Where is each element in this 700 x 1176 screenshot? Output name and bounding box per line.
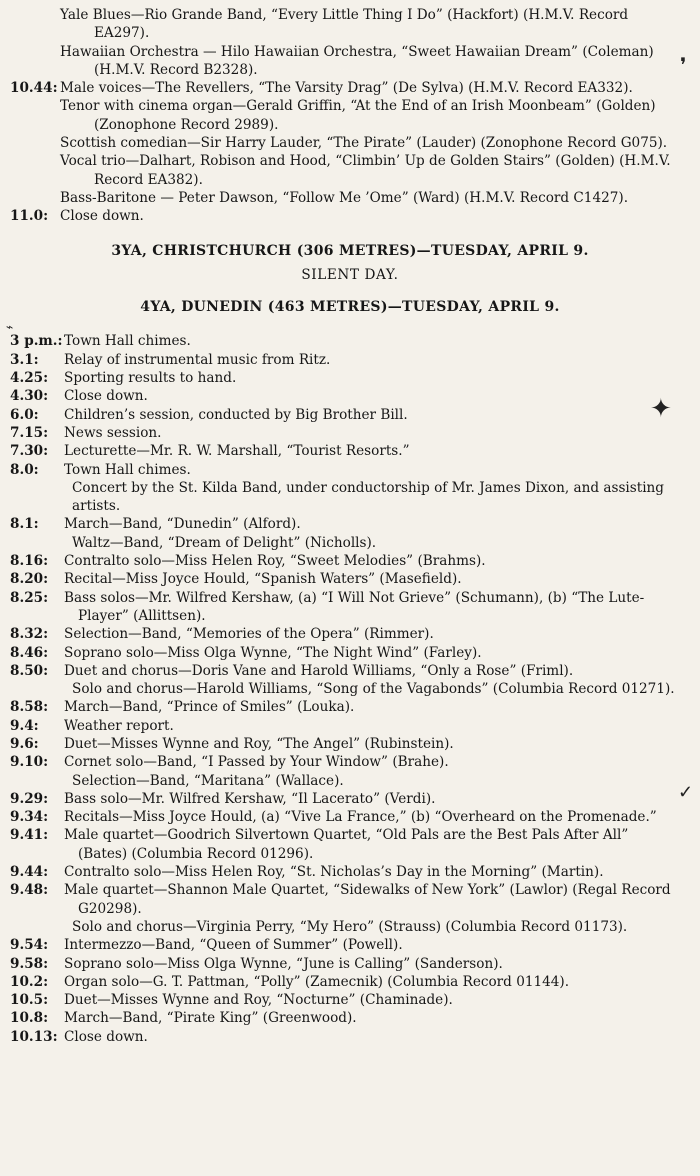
entry-text: Contralto solo—Miss Helen Roy, “St. Nicholas’s Day in the Morning” (Martin).: [64, 864, 604, 881]
entry-text: Intermezzo—Band, “Queen of Summer” (Powell).: [64, 937, 403, 954]
programme-entry: [0, 735, 700, 753]
entry-text: Male voices—The Revellers, “The Varsity Drag” (De Sylva) (H.M.V. Record EA332).: [60, 80, 633, 97]
section-4ya-programme: [0, 332, 700, 1046]
entry-time: 10.2:: [10, 973, 49, 990]
programme-entry: [0, 189, 700, 207]
entry-text: Weather report.: [64, 717, 174, 734]
entry-time: 7.30:: [10, 443, 49, 460]
programme-entry: [0, 570, 700, 588]
entry-text: March—Band, “Pirate King” (Greenwood).: [64, 1010, 357, 1027]
programme-entry: [0, 589, 700, 626]
entry-text: Selection—Band, “Maritana” (Wallace).: [72, 772, 344, 789]
entry-time: 9.41:: [10, 827, 49, 844]
ink-blot: ✦: [650, 394, 672, 424]
entry-text: Male quartet—Goodrich Silvertown Quartet, “Old Pals are the Best Pals After All” (Bates) (Columbia Record 01296).: [64, 827, 629, 862]
programme-entry: [0, 717, 700, 735]
entry-text: Relay of instrumental music from Ritz.: [64, 351, 331, 368]
programme-entry: [0, 918, 700, 936]
ink-smudge-mark: ⌁: [6, 320, 14, 334]
entry-time: 6.0:: [10, 406, 39, 423]
entry-time: 10.44:: [10, 80, 58, 97]
entry-text: Soprano solo—Miss Olga Wynne, “June is Calling” (Sanderson).: [64, 955, 503, 972]
entry-text: Bass-Baritone — Peter Dawson, “Follow Me ’Ome” (Ward) (H.M.V. Record C1427).: [60, 189, 629, 206]
programme-entry: [0, 369, 700, 387]
programme-entry: [0, 79, 700, 97]
entry-text: Close down.: [64, 1028, 148, 1045]
programme-entry: [0, 387, 700, 405]
entry-time: 8.46:: [10, 644, 49, 661]
entry-time: 10.5:: [10, 992, 49, 1009]
programme-entry: [0, 863, 700, 881]
programme-entry: [0, 97, 700, 134]
programme-entry: [0, 955, 700, 973]
entry-text: Waltz—Band, “Dream of Delight” (Nicholls).: [72, 534, 377, 551]
entry-text: March—Band, “Dunedin” (Alford).: [64, 516, 301, 533]
programme-entry: [0, 461, 700, 479]
entry-time: 9.58:: [10, 955, 49, 972]
programme-entry: [0, 406, 700, 424]
entry-time: 8.16:: [10, 553, 49, 570]
entry-text: Organ solo—G. T. Pattman, “Polly” (Zamecnik) (Columbia Record 01144).: [64, 973, 570, 990]
entry-text: Hawaiian Orchestra — Hilo Hawaiian Orchestra, “Sweet Hawaiian Dream” (Coleman) (H.M.V. Record B2328).: [60, 43, 654, 78]
entry-text: Duet—Misses Wynne and Roy, “Nocturne” (Chaminade).: [64, 992, 453, 1009]
entry-time: 9.54:: [10, 937, 49, 954]
programme-entry: [0, 680, 700, 698]
programme-entry: [0, 6, 700, 43]
programme-entry: [0, 207, 700, 225]
entry-text: Children’s session, conducted by Big Brother Bill.: [64, 406, 408, 423]
programme-entry: [0, 936, 700, 954]
programme-entry: [0, 442, 700, 460]
entry-time: 9.29:: [10, 790, 49, 807]
programme-entry: [0, 881, 700, 918]
entry-text: Yale Blues—Rio Grande Band, “Every Little Thing I Do” (Hackfort) (H.M.V. Record EA297).: [60, 7, 629, 42]
programme-entry: [0, 424, 700, 442]
entry-text: Scottish comedian—Sir Harry Lauder, “The Pirate” (Lauder) (Zonophone Record G075).: [60, 135, 668, 152]
entry-text: Bass solo—Mr. Wilfred Kershaw, “Il Lacerato” (Verdi).: [64, 790, 436, 807]
programme-entry: [0, 515, 700, 533]
programme-entry: [0, 351, 700, 369]
entry-text: Sporting results to hand.: [64, 370, 237, 387]
programme-entry: [0, 753, 700, 771]
entry-text: March—Band, “Prince of Smiles” (Louka).: [64, 699, 355, 716]
programme-entry: [0, 826, 700, 863]
entry-time: 10.8:: [10, 1010, 49, 1027]
entry-text: Town Hall chimes.: [64, 333, 191, 350]
entry-text: Solo and chorus—Harold Williams, “Song of the Vagabonds” (Columbia Record 01271).: [72, 681, 675, 698]
entry-time: 8.0:: [10, 461, 39, 478]
programme-entry: [0, 479, 700, 516]
programme-entry: [0, 152, 700, 189]
entry-text: Male quartet—Shannon Male Quartet, “Sidewalks of New York” (Lawlor) (Regal Record G20298).: [64, 882, 671, 917]
newspaper-page: [0, 6, 700, 1046]
entry-text: Duet—Misses Wynne and Roy, “The Angel” (Rubinstein).: [64, 735, 454, 752]
entry-text: Lecturette—Mr. R. W. Marshall, “Tourist Resorts.”: [64, 443, 410, 460]
entry-text: Town Hall chimes.: [64, 461, 191, 478]
programme-entry: [0, 625, 700, 643]
programme-entry: [0, 644, 700, 662]
programme-entry: [0, 790, 700, 808]
programme-entry: [0, 134, 700, 152]
entry-time: 9.44:: [10, 864, 49, 881]
programme-entry: [0, 1028, 700, 1046]
entry-time: 9.10:: [10, 754, 49, 771]
entry-text: Recitals—Miss Joyce Hould, (a) “Vive La France,” (b) “Overheard on the Promenade.”: [64, 809, 657, 826]
entry-time: 10.13:: [10, 1028, 58, 1045]
programme-entry: [0, 698, 700, 716]
entry-text: Bass solos—Mr. Wilfred Kershaw, (a) “I Will Not Grieve” (Schumann), (b) “The Lute-Player” (Allittsen).: [64, 589, 645, 624]
heading-4ya: 4YA, DUNEDIN (463 METRES)—TUESDAY, APRIL 9.: [140, 299, 560, 316]
entry-time: 9.6:: [10, 735, 39, 752]
entry-time: 9.4:: [10, 717, 39, 734]
entry-text: News session.: [64, 424, 162, 441]
programme-entry: [0, 772, 700, 790]
entry-text: Recital—Miss Joyce Hould, “Spanish Waters” (Masefield).: [64, 571, 462, 588]
entry-text: Vocal trio—Dalhart, Robison and Hood, “Climbin’ Up de Golden Stairs” (Golden) (H.M.V. Record EA382).: [60, 153, 671, 188]
programme-entry: [0, 973, 700, 991]
entry-time: 8.32:: [10, 626, 49, 643]
entry-text: Close down.: [64, 388, 148, 405]
entry-text: Concert by the St. Kilda Band, under conductorship of Mr. James Dixon, and assisting artists.: [72, 479, 665, 515]
programme-entry: [0, 1009, 700, 1027]
programme-entry: [0, 332, 700, 350]
programme-entry: [0, 43, 700, 80]
entry-text: Contralto solo—Miss Helen Roy, “Sweet Melodies” (Brahms).: [64, 553, 486, 570]
entry-time: 8.58:: [10, 699, 49, 716]
programme-entry: [0, 552, 700, 570]
entry-time: 8.20:: [10, 571, 49, 588]
entry-text: Close down.: [60, 208, 144, 225]
entry-time: 9.34:: [10, 809, 49, 826]
entry-text: Duet and chorus—Doris Vane and Harold Williams, “Only a Rose” (Friml).: [64, 662, 574, 679]
entry-time: 3.1:: [10, 351, 39, 368]
ink-mark: ❜: [680, 53, 687, 77]
entry-time: 8.50:: [10, 662, 49, 679]
entry-time: 11.0:: [10, 208, 49, 225]
entry-text: Cornet solo—Band, “I Passed by Your Window” (Brahe).: [64, 754, 449, 771]
heading-3ya: 3YA, CHRISTCHURCH (306 METRES)—TUESDAY, APRIL 9.: [111, 242, 589, 259]
entry-time: 3 p.m.:: [10, 333, 63, 350]
entry-time: 7.15:: [10, 424, 49, 441]
entry-time: 9.48:: [10, 882, 49, 899]
programme-entry: [0, 662, 700, 680]
subheading-silent-day: SILENT DAY.: [301, 266, 399, 283]
entry-text: Selection—Band, “Memories of the Opera” (Rimmer).: [64, 626, 434, 643]
entry-time: 4.30:: [10, 388, 49, 405]
entry-time: 4.25:: [10, 370, 49, 387]
section-previous-station: [0, 6, 700, 226]
entry-text: Tenor with cinema organ—Gerald Griffin, “At the End of an Irish Moonbeam” (Golden) (Zonophone Record 2989).: [60, 98, 656, 133]
programme-entry: [0, 534, 700, 552]
ink-mark: ✓: [678, 782, 694, 803]
entry-time: 8.1:: [10, 516, 39, 533]
programme-entry: [0, 991, 700, 1009]
entry-text: Solo and chorus—Virginia Perry, “My Hero” (Strauss) (Columbia Record 01173).: [72, 918, 628, 935]
entry-text: Soprano solo—Miss Olga Wynne, “The Night Wind” (Farley).: [64, 644, 482, 661]
programme-entry: [0, 808, 700, 826]
entry-time: 8.25:: [10, 589, 49, 606]
